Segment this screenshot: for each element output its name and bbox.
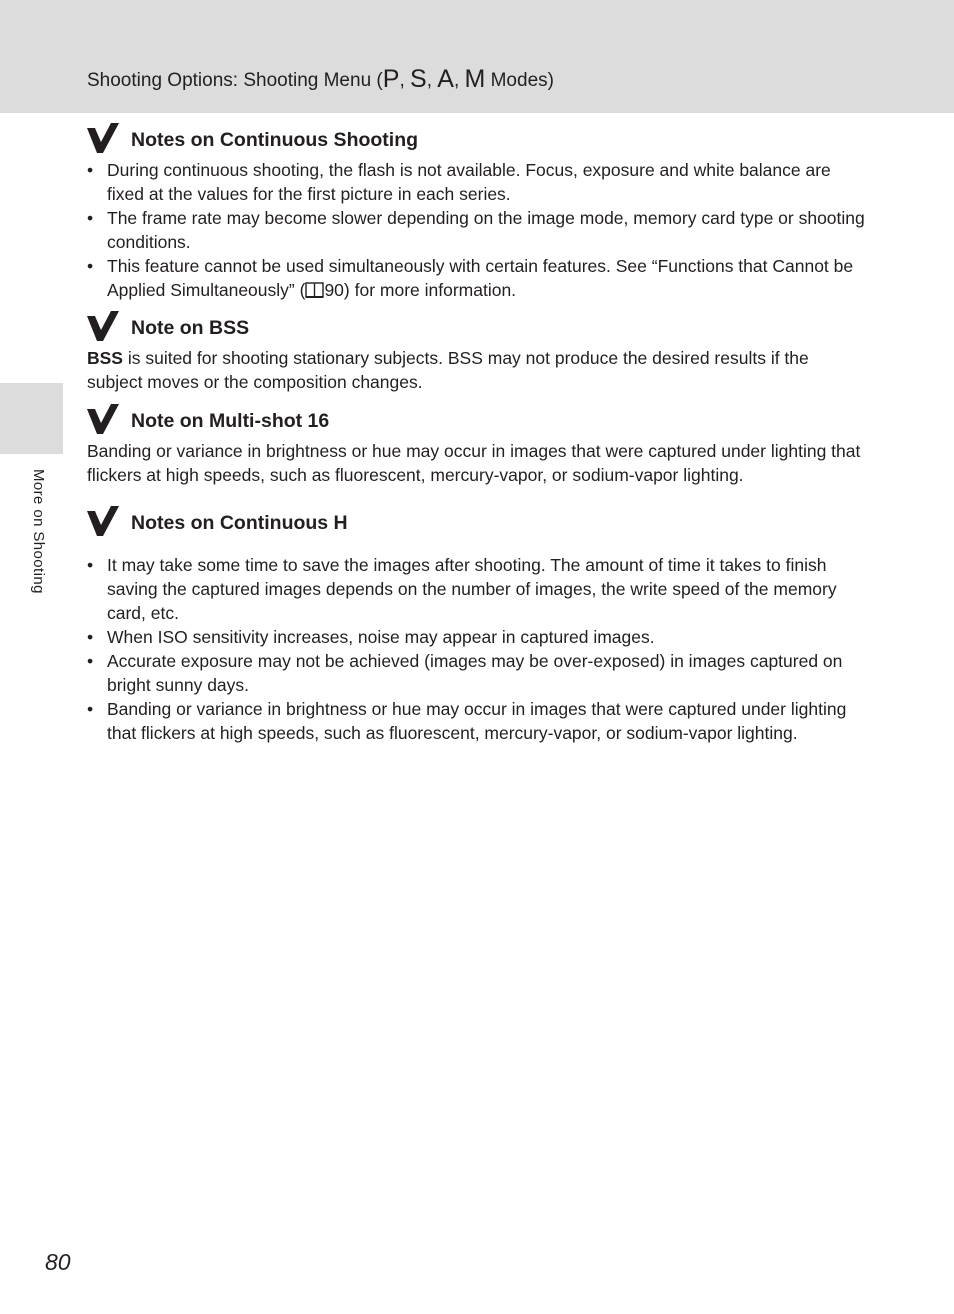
note-bss: [87, 306, 867, 394]
note-body: [87, 346, 867, 394]
note-heading: [87, 306, 867, 346]
mode-a-symbol: A: [437, 65, 454, 93]
note-continuous-shooting: [87, 118, 867, 302]
page-reference-number[interactable]: 90: [324, 280, 344, 300]
note-body: Banding or variance in brightness or hue may occur in images that were captured under lighting that flickers at high speeds, such as fluorescent, mercury-vapor, or sodium-vapor lighting.: [87, 441, 861, 485]
list-item: • The frame rate may become slower depending on the image mode, memory card type or shooting conditions.: [87, 206, 867, 254]
note-heading: [87, 399, 867, 439]
note-heading: [87, 501, 867, 541]
header-separator: ,: [453, 70, 465, 91]
note-bullet-list: [87, 158, 867, 302]
chapter-tab-label: More on Shooting: [30, 469, 47, 594]
list-item: • During continuous shooting, the flash is not available. Focus, exposure and white balance are fixed at the values for the first picture in each series.: [87, 158, 867, 206]
list-item: • Accurate exposure may not be achieved (images may be over-exposed) in images captured on bright sunny days.: [87, 649, 867, 697]
note-continuous-h: [87, 501, 867, 745]
note-bullet-list: [87, 553, 867, 745]
checkmark-note-icon: [87, 506, 119, 536]
bss-term: BSS: [87, 348, 123, 368]
list-item: • Banding or variance in brightness or hue may occur in images that were captured under lighting that flickers at high speeds, such as fluorescent, mercury-vapor, or sodium-vapor lighting.: [87, 697, 867, 745]
checkmark-note-icon: [87, 311, 119, 341]
mode-m-symbol: M: [464, 65, 486, 93]
note-body-text: is suited for shooting stationary subjects. BSS may not produce the desired results if the subject moves or the composition changes.: [87, 348, 809, 392]
mode-p-symbol: P: [382, 65, 400, 93]
list-item: • When ISO sensitivity increases, noise may appear in captured images.: [87, 625, 867, 649]
header-separator: ,: [399, 70, 410, 91]
list-item-text: This feature cannot be used simultaneously with certain features. See “Functions that Cannot be Applied Simultaneously” (: [107, 256, 854, 300]
checkmark-note-icon: [87, 404, 119, 434]
chapter-tab: [0, 383, 63, 454]
header-separator: ,: [426, 70, 438, 91]
note-title: Notes on Continuous H: [131, 512, 348, 534]
page-header: [0, 0, 954, 113]
page-reference-book-icon: [305, 282, 324, 298]
note-heading: [87, 118, 867, 158]
note-title: Note on Multi-shot 16: [131, 410, 330, 432]
header-title-suffix: Modes): [485, 70, 554, 91]
note-title: Notes on Continuous Shooting: [131, 129, 419, 151]
list-item: • It may take some time to save the images after shooting. The amount of time it takes to finish saving the captured images depends on the number of images, the write speed of the memory card, etc.: [87, 553, 867, 625]
header-title: [87, 64, 554, 96]
page-number: 80: [45, 1249, 71, 1275]
page-content: [87, 118, 867, 745]
list-item: [87, 254, 867, 302]
header-title-prefix: Shooting Options: Shooting Menu (: [87, 70, 383, 91]
list-item-text: ) for more information.: [343, 280, 517, 300]
note-multi-shot-16: [87, 399, 867, 487]
checkmark-note-icon: [87, 123, 119, 153]
note-title: Note on BSS: [131, 317, 250, 339]
mode-s-symbol: S: [410, 65, 427, 93]
